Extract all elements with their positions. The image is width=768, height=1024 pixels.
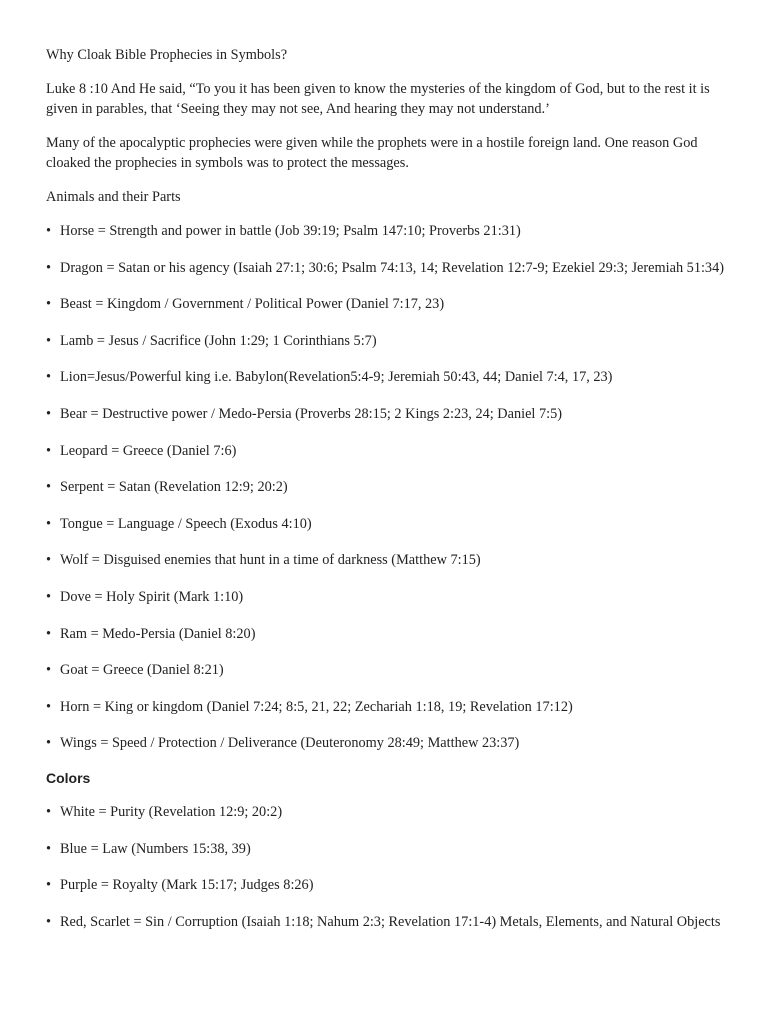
- bullet-icon: •: [46, 913, 52, 930]
- list-item: [46, 367, 726, 387]
- list-item-text: Goat = Greece (Daniel 8:21): [60, 662, 224, 679]
- list-item: [46, 477, 726, 497]
- intro-paragraph-luke: Luke 8 :10 And He said, “To you it has been given to know the mysteries of the kingdom of God, but to the rest it is given in parables, that ‘Seeing they may not see, And hearing they may not understand.’: [46, 81, 710, 117]
- bullet-icon: •: [46, 442, 52, 459]
- list-item: [46, 660, 726, 680]
- bullet-icon: •: [46, 803, 52, 820]
- bullet-icon: •: [46, 515, 52, 532]
- list-item-text: Serpent = Satan (Revelation 12:9; 20:2): [60, 479, 288, 496]
- list-item: [46, 514, 726, 534]
- list-item: [46, 839, 726, 859]
- document-page: [46, 45, 726, 948]
- bullet-icon: •: [46, 588, 52, 605]
- list-item-text: Blue = Law (Numbers 15:38, 39): [60, 840, 251, 857]
- list-item-text: Lion=Jesus/Powerful king i.e. Babylon(Revelation5:4-9; Jeremiah 50:43, 44; Daniel 7:4, 17, 23): [60, 369, 613, 386]
- list-item-text: Lamb = Jesus / Sacrifice (John 1:29; 1 Corinthians 5:7): [60, 332, 377, 349]
- bullet-icon: •: [46, 662, 52, 679]
- bullet-icon: •: [46, 698, 52, 715]
- intro-paragraph-reason: Many of the apocalyptic prophecies were given while the prophets were in a hostile foreign land. One reason God cloaked the prophecies in symbols was to protect the messages.: [46, 135, 698, 171]
- bullet-icon: •: [46, 369, 52, 386]
- list-item-text: Ram = Medo-Persia (Daniel 8:20): [60, 625, 256, 642]
- list-item: [46, 221, 726, 241]
- list-item-text: Dragon = Satan or his agency (Isaiah 27:1; 30:6; Psalm 74:13, 14; Revelation 12:7-9; Ezekiel 29:3; Jeremiah 51:34): [60, 259, 724, 276]
- bullet-icon: •: [46, 332, 52, 349]
- list-item-text: Horse = Strength and power in battle (Job 39:19; Psalm 147:10; Proverbs 21:31): [60, 223, 521, 239]
- document-title: Why Cloak Bible Prophecies in Symbols?: [46, 47, 288, 63]
- list-item: [46, 733, 726, 753]
- bullet-icon: •: [46, 877, 52, 894]
- animals-heading: Animals and their Parts: [46, 189, 181, 205]
- list-item: [46, 550, 726, 570]
- bullet-icon: •: [46, 840, 52, 857]
- bullet-icon: •: [46, 296, 52, 313]
- list-item: [46, 587, 726, 607]
- list-item-text: Purple = Royalty (Mark 15:17; Judges 8:26): [60, 877, 314, 894]
- list-item: [46, 331, 726, 351]
- list-item-text: Bear = Destructive power / Medo-Persia (Proverbs 28:15; 2 Kings 2:23, 24; Daniel 7:5): [60, 405, 563, 422]
- list-item: [46, 258, 726, 278]
- list-item-text: Wolf = Disguised enemies that hunt in a time of darkness (Matthew 7:15): [60, 552, 481, 569]
- list-item: [46, 802, 726, 822]
- bullet-icon: •: [46, 552, 52, 569]
- colors-heading: Colors: [46, 769, 91, 786]
- colors-list: [46, 802, 726, 932]
- animals-list: [46, 221, 726, 753]
- list-item-text: Wings = Speed / Protection / Deliverance (Deuteronomy 28:49; Matthew 23:37): [60, 735, 520, 752]
- list-item-text: Leopard = Greece (Daniel 7:6): [60, 442, 237, 459]
- list-item-text: Dove = Holy Spirit (Mark 1:10): [60, 588, 244, 605]
- bullet-icon: •: [46, 405, 52, 422]
- list-item: [46, 697, 726, 717]
- list-item-text: Tongue = Language / Speech (Exodus 4:10): [60, 515, 312, 532]
- bullet-icon: •: [46, 625, 52, 642]
- list-item-text: White = Purity (Revelation 12:9; 20:2): [60, 803, 283, 820]
- list-item: [46, 912, 726, 932]
- list-item: [46, 404, 726, 424]
- bullet-icon: •: [46, 735, 52, 752]
- list-item: [46, 294, 726, 314]
- list-item-text: Red, Scarlet = Sin / Corruption (Isaiah 1:18; Nahum 2:3; Revelation 17:1-4) Metals, Elements, and Natural Objects: [60, 913, 721, 930]
- list-item-text: Beast = Kingdom / Government / Political Power (Daniel 7:17, 23): [60, 296, 445, 313]
- list-item: [46, 624, 726, 644]
- list-item: [46, 875, 726, 895]
- bullet-icon: •: [46, 479, 52, 496]
- bullet-icon: •: [46, 259, 52, 276]
- list-item: [46, 441, 726, 461]
- list-item-text: Horn = King or kingdom (Daniel 7:24; 8:5, 21, 22; Zechariah 1:18, 19; Revelation 17:12): [60, 698, 573, 715]
- bullet-icon: •: [46, 223, 52, 239]
